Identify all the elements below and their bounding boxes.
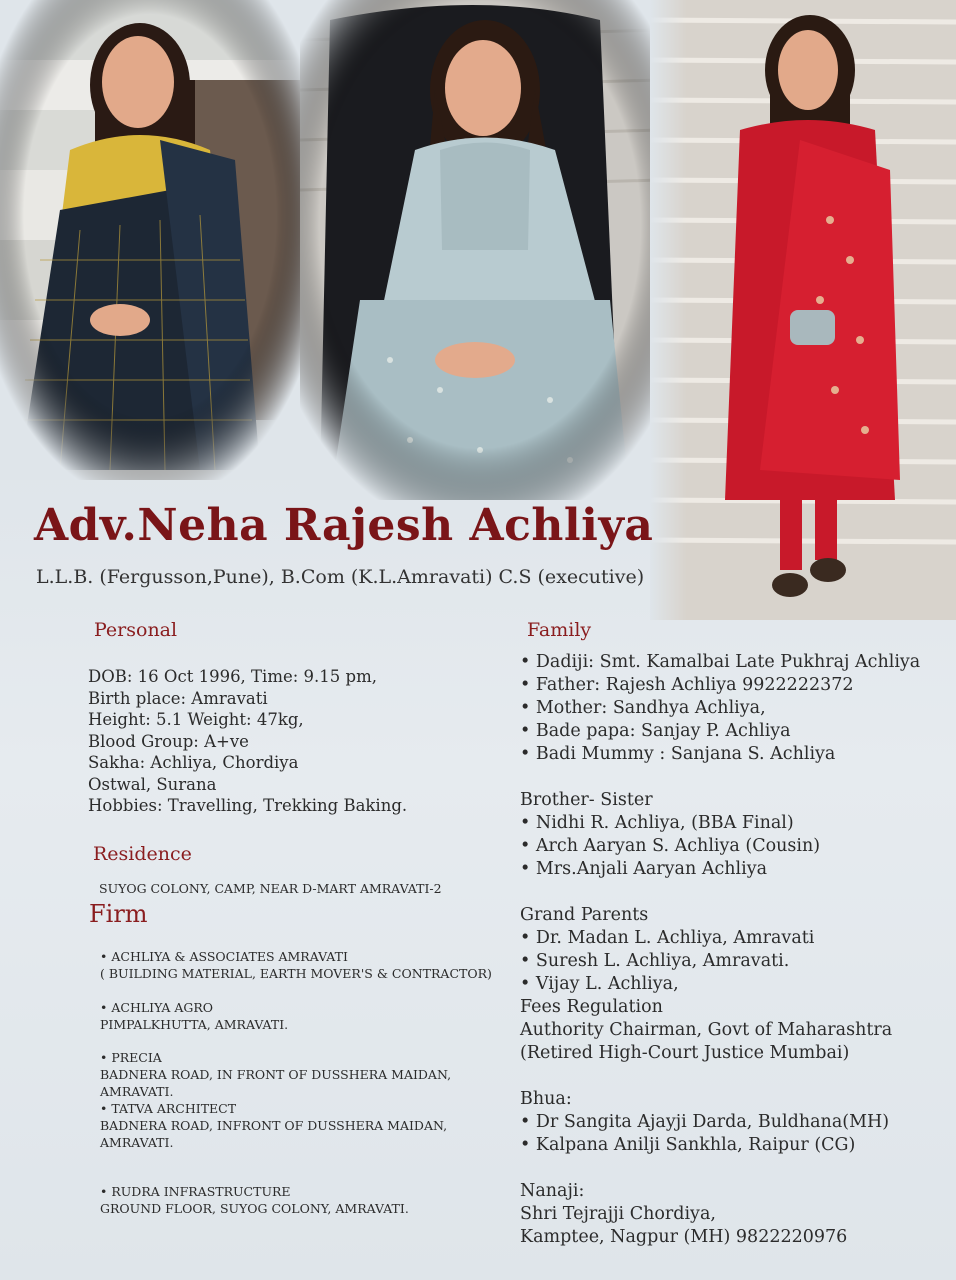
personal-line: Blood Group: A+ve [88,731,249,751]
personal-line: Birth place: Amravati [88,688,268,708]
bhua-title: Bhua: [520,1089,572,1109]
qualifications: L.L.B. (Fergusson,Pune), B.Com (K.L.Amravati) C.S (executive) [36,566,645,588]
list-item: • Suresh L. Achliya, Amravati. [520,951,790,971]
list-item: • Dadiji: Smt. Kamalbai Late Pukhraj Achliya [520,652,921,672]
list-item: • Bade papa: Sanjay P. Achliya [520,721,791,741]
family-members [520,651,920,766]
candidate-name: Adv.Neha Rajesh Achliya [34,500,654,551]
personal-line: Sakha: Achliya, Chordiya [88,753,299,772]
list-item: Shri Tejrajji Chordiya, [520,1204,716,1224]
list-item: Authority Chairman, Govt of Maharashtra [520,1020,893,1040]
list-item: • Badi Mummy : Sanjana S. Achliya [520,744,836,764]
firm-entry: • ACHLIYA & ASSOCIATES AMRAVATI ( BUILDING MATERIAL, EARTH MOVER'S & CONTRACTOR) [100,949,492,981]
personal-line: Ostwal, Surana [88,774,217,794]
nanaji-title: Nanaji: [520,1181,585,1201]
personal-details [88,666,407,817]
list-item: • Mother: Sandhya Achliya, [520,698,766,718]
list-item: • Dr. Madan L. Achliya, Amravati [520,928,815,948]
list-item: • Dr Sangita Ajayji Darda, Buldhana(MH) [520,1112,890,1132]
grandparents-title: Grand Parents [520,905,649,925]
list-item: • Vijay L. Achliya, [520,974,679,994]
personal-heading: Personal [94,619,178,641]
residence-heading: Residence [93,843,192,865]
firm-entry: • PRECIA BADNERA ROAD, IN FRONT OF DUSSHERA MAIDAN, AMRAVATI. • TATVA ARCHITECT BADNERA ROAD, INFRONT OF DUSSHERA MAIDAN, AMRAVATI. [100,1050,452,1150]
photo-center-chair [300,0,660,500]
residence-address: SUYOG COLONY, CAMP, NEAR D-MART AMRAVATI-2 [99,881,442,896]
list-item: • Father: Rajesh Achliya 9922222372 [520,675,854,695]
personal-line: Height: 5.1 Weight: 47kg, [88,710,304,729]
firm-heading: Firm [89,900,148,928]
personal-line: Hobbies: Travelling, Trekking Baking. [88,796,408,815]
firm-entry: • ACHLIYA AGRO PIMPALKHUTTA, AMRAVATI. [100,1000,289,1032]
list-item: Fees Regulation [520,997,663,1017]
personal-line: DOB: 16 Oct 1996, Time: 9.15 pm, [88,667,377,686]
photo-right-red-suit [650,0,956,620]
list-item: • Kalpana Anilji Sankhla, Raipur (CG) [520,1135,856,1155]
bhua [520,1088,889,1157]
nanaji [520,1180,847,1249]
grandparents [520,904,892,1065]
list-item: • Nidhi R. Achliya, (BBA Final) [520,813,794,833]
list-item: Kamptee, Nagpur (MH) 9822220976 [520,1227,848,1247]
siblings [520,789,820,881]
list-item: • Arch Aaryan S. Achliya (Cousin) [520,836,821,856]
firm-entry: • RUDRA INFRASTRUCTURE GROUND FLOOR, SUYOG COLONY, AMRAVATI. [100,1184,409,1216]
list-item: (Retired High-Court Justice Mumbai) [520,1043,850,1063]
list-item: • Mrs.Anjali Aaryan Achliya [520,859,768,879]
siblings-title: Brother- Sister [520,790,653,810]
family-heading: Family [527,619,592,641]
photo-left-saree [0,0,300,480]
